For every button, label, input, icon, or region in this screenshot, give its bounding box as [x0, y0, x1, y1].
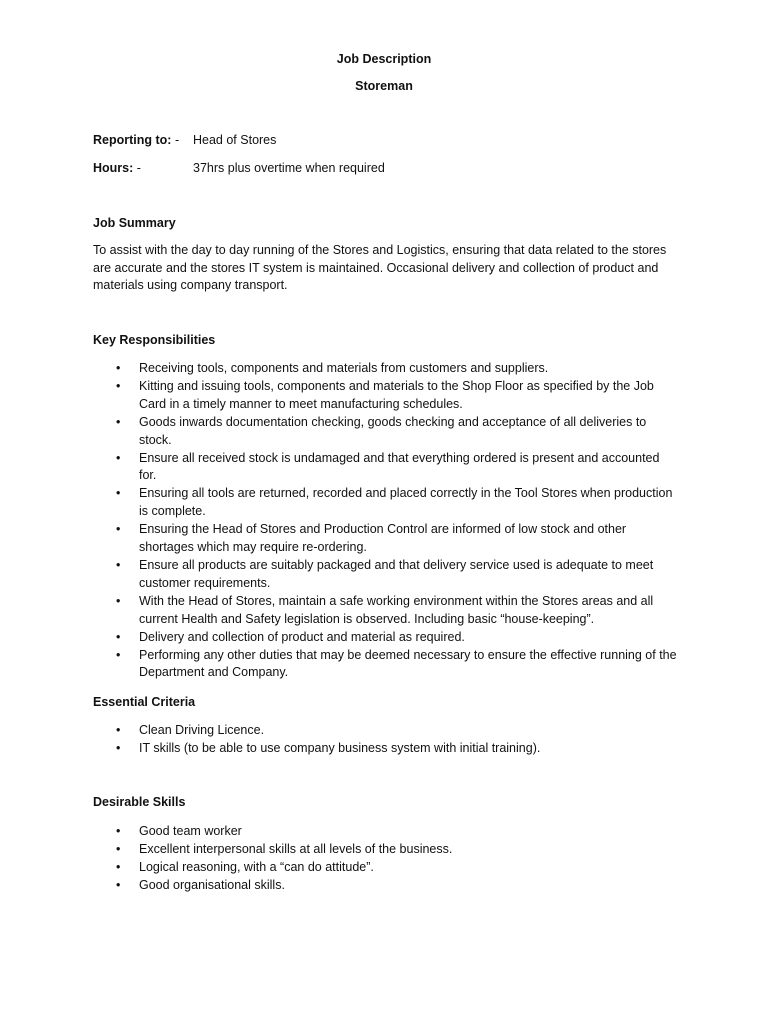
list-item — [93, 593, 678, 629]
list-item-text: Kitting and issuing tools, components and materials to the Shop Floor as specified by the Job Card in a timely manner to meet manufacturing schedules. — [139, 378, 654, 411]
list-item — [93, 414, 678, 450]
list-item — [93, 485, 678, 521]
list-item-text: With the Head of Stores, maintain a safe working environment within the Stores areas and all current Health and Safety legislation is observed. Including basic “house-keeping”. — [139, 593, 654, 626]
list-item-text: IT skills (to be able to use company business system with initial training). — [139, 740, 541, 755]
document-title: Job Description — [336, 52, 432, 66]
list-item-text: Ensure all products are suitably packaged and that delivery service used is adequate to meet customer requirements. — [139, 557, 654, 590]
list-item — [93, 360, 678, 378]
list-item — [93, 629, 678, 647]
desirable-skills-list — [93, 823, 678, 895]
list-item-text: Receiving tools, components and materials from customers and suppliers. — [139, 361, 549, 375]
list-item-text: Good team worker — [139, 824, 242, 838]
hours-label: Hours: - — [93, 161, 141, 175]
bullet-icon: • — [116, 522, 121, 537]
bullet-icon: • — [116, 723, 121, 737]
bullet-icon: • — [116, 877, 121, 892]
bullet-icon: • — [116, 486, 121, 501]
key-responsibilities-list — [93, 360, 678, 682]
hours-value: 37hrs plus overtime when required — [193, 161, 385, 175]
bullet-icon: • — [116, 450, 121, 465]
bullet-icon: • — [116, 740, 121, 755]
job-summary-text: To assist with the day to day running of the Stores and Logistics, ensuring that data related to the stores are accurate and the stores IT system is maintained. Occasional delivery and collection of product and materials using company transport. — [93, 243, 667, 293]
list-item-text: Ensuring all tools are returned, recorded and placed correctly in the Tool Stores when production is complete. — [139, 486, 673, 519]
bullet-icon: • — [116, 361, 121, 375]
essential-criteria-heading: Essential Criteria — [93, 695, 196, 709]
list-item — [93, 859, 678, 877]
reporting-to-row — [93, 133, 277, 147]
list-item-text: Logical reasoning, with a “can do attitude”. — [139, 859, 374, 874]
bullet-icon: • — [116, 824, 121, 838]
reporting-to-label: Reporting to: - — [93, 133, 180, 147]
bullet-icon: • — [116, 647, 121, 662]
job-summary-heading: Job Summary — [93, 216, 176, 230]
reporting-to-value: Head of Stores — [193, 133, 277, 147]
list-item — [93, 841, 678, 859]
list-item — [93, 557, 678, 593]
key-responsibilities-heading: Key Responsibilities — [93, 333, 216, 347]
bullet-icon: • — [116, 557, 121, 572]
list-item-text: Delivery and collection of product and material as required. — [139, 629, 465, 644]
list-item-text: Ensure all received stock is undamaged and that everything ordered is present and accounted for. — [139, 450, 660, 483]
list-item — [93, 378, 678, 414]
list-item — [93, 823, 678, 841]
hours-row — [93, 161, 385, 175]
essential-criteria-list — [93, 722, 678, 758]
bullet-icon: • — [116, 629, 121, 644]
bullet-icon: • — [116, 378, 121, 393]
list-item-text: Excellent interpersonal skills at all levels of the business. — [139, 841, 453, 856]
desirable-skills-heading: Desirable Skills — [93, 795, 186, 809]
list-item-text: Goods inwards documentation checking, goods checking and acceptance of all deliveries to stock. — [139, 414, 647, 447]
list-item-text: Ensuring the Head of Stores and Production Control are informed of low stock and other shortages which may require re-ordering. — [139, 522, 627, 555]
bullet-icon: • — [116, 841, 121, 856]
job-title: Storeman — [355, 79, 413, 93]
list-item — [93, 647, 678, 683]
bullet-icon: • — [116, 593, 121, 608]
list-item — [93, 521, 678, 557]
list-item-text: Clean Driving Licence. — [139, 723, 265, 737]
list-item — [93, 740, 678, 758]
bullet-icon: • — [116, 859, 121, 874]
list-item — [93, 877, 678, 895]
bullet-icon: • — [116, 414, 121, 429]
list-item — [93, 450, 678, 486]
list-item-text: Performing any other duties that may be deemed necessary to ensure the effective running of the Department and Company. — [139, 647, 677, 680]
list-item-text: Good organisational skills. — [139, 877, 285, 892]
list-item — [93, 722, 678, 740]
